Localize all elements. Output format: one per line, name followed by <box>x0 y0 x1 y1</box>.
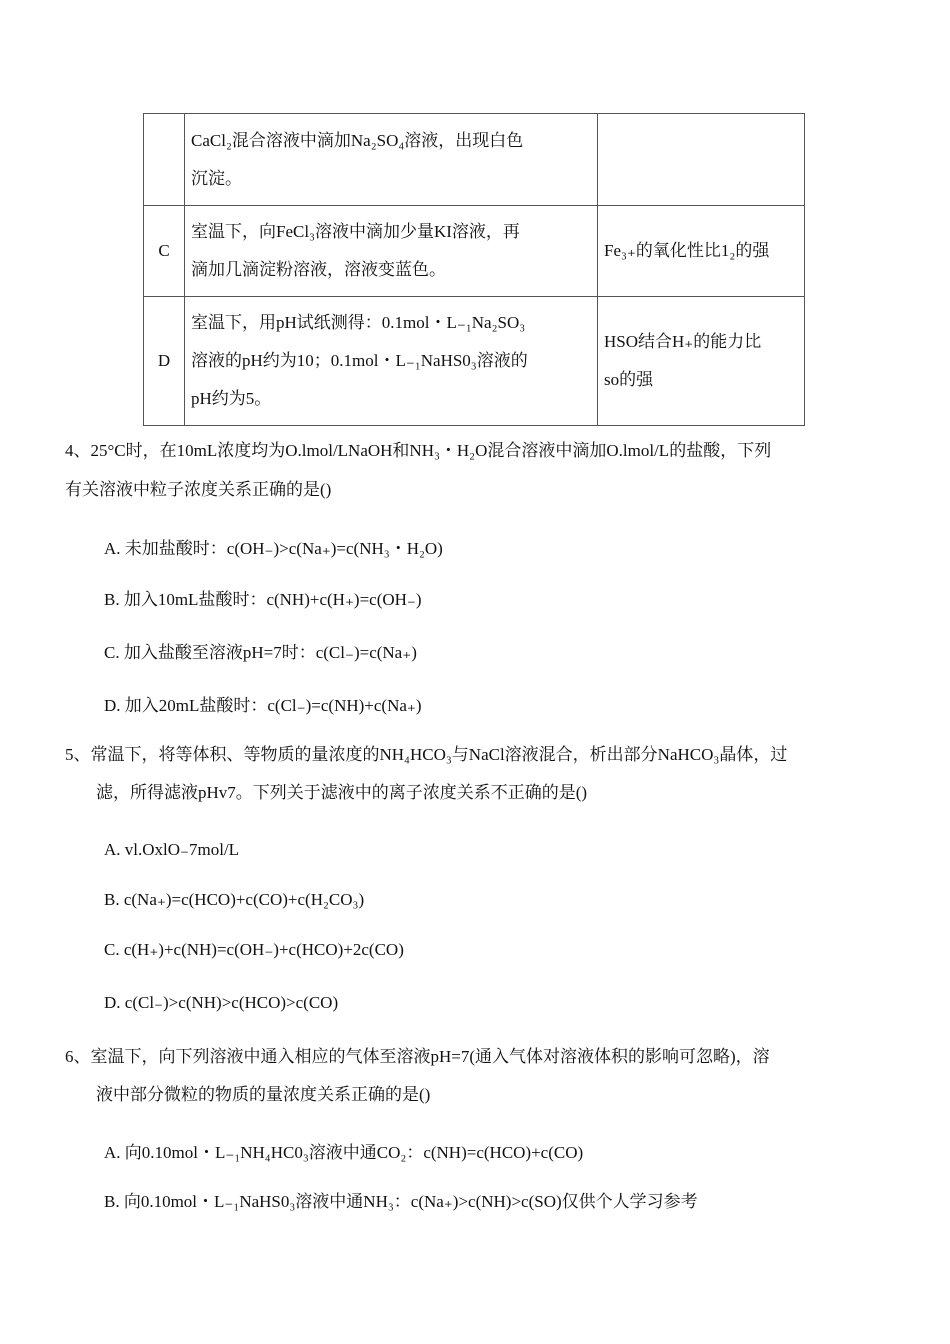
q5-option-a: A. vl.OxlO₋7mol/L <box>104 840 240 859</box>
experiment-table <box>143 113 805 426</box>
question-4-text: 4、25°C时，在10mL浓度均为O.lmol/LNaOH和NH₃・H₂O混合溶液中滴加O.lmol/L的盐酸，下列 <box>65 441 772 460</box>
row-label <box>144 114 185 206</box>
q5-option-b: B. c(Na₊)=c(HCO)+c(CO)+c(H₂CO₃) <box>104 890 365 909</box>
row-label: D <box>144 297 185 426</box>
row-conclusion: HSO结合H₊的能力比 so的强 <box>598 297 805 426</box>
question-5-text-cont: 滤，所得滤液pHv7。下列关于滤液中的离子浓度关系不正确的是() <box>96 783 588 802</box>
row-statement: 室温下，用pH试纸测得：0.1mol・L₋₁Na₂SO₃ 溶液的pH约为10；0.1mol・L₋₁NaHS0₃溶液的 pH约为5。 <box>185 297 598 426</box>
table-row <box>144 114 805 206</box>
question-5-text: 5、常温下，将等体积、等物质的量浓度的NH₄HCO₃与NaCl溶液混合，析出部分NaHCO₃晶体，过 <box>65 745 788 764</box>
q6-option-a: A. 向0.10mol・L₋₁NH₄HC0₃溶液中通CO₂：c(NH)=c(HCO)+c(CO) <box>104 1143 584 1162</box>
q5-option-d: D. c(Cl₋)>c(NH)>c(HCO)>c(CO) <box>104 993 339 1012</box>
table-row <box>144 206 805 297</box>
q4-option-d: D. 加入20mL盐酸时：c(Cl₋)=c(NH)+c(Na₊) <box>104 696 422 715</box>
row-conclusion: Fe₃₊的氧化性比1₂的强 <box>598 206 805 297</box>
row-statement: 室温下，向FeCl₃溶液中滴加少量KI溶液，再 滴加几滴淀粉溶液，溶液变蓝色。 <box>185 206 598 297</box>
q4-option-c: C. 加入盐酸至溶液pH=7时：c(Cl₋)=c(Na₊) <box>104 643 417 662</box>
row-statement: CaCl₂混合溶液中滴加Na₂SO₄溶液，出现白色 沉淀。 <box>185 114 598 206</box>
q4-option-b: B. 加入10mL盐酸时：c(NH)+c(H₊)=c(OH₋) <box>104 590 422 609</box>
question-4-text-cont: 有关溶液中粒子浓度关系正确的是() <box>65 480 332 499</box>
table-row <box>144 297 805 426</box>
row-label: C <box>144 206 185 297</box>
question-6-text: 6、室温下，向下列溶液中通入相应的气体至溶液pH=7(通入气体对溶液体积的影响可忽略)，溶 <box>65 1047 770 1066</box>
row-conclusion <box>598 114 805 206</box>
question-6-text-cont: 液中部分微粒的物质的量浓度关系正确的是() <box>96 1085 431 1104</box>
q5-option-c: C. c(H₊)+c(NH)=c(OH₋)+c(HCO)+2c(CO) <box>104 940 404 959</box>
q4-option-a: A. 未加盐酸时：c(OH₋)>c(Na₊)=c(NH₃・H₂O) <box>104 539 443 558</box>
q6-option-b: B. 向0.10mol・L₋₁NaHS0₃溶液中通NH₃：c(Na₊)>c(NH)>c(SO)仅供个人学习参考 <box>104 1192 698 1211</box>
